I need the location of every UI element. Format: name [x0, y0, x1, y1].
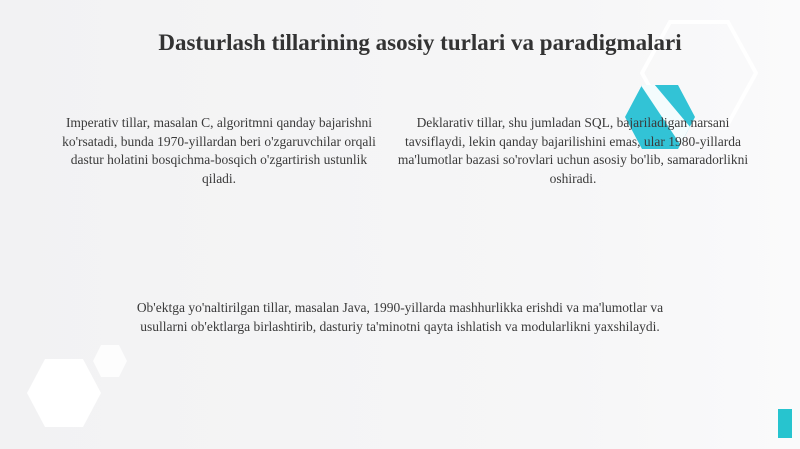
imperative-paragraph: Imperativ tillar, masalan C, algoritmni qanday bajarishni ko'rsatadi, bunda 1970-yillardan beri o'zgaruvchilar orqali dastur holatini bosqichma-bosqich o'zgartirish ustunlik qiladi.: [62, 115, 376, 186]
declarative-paragraph: Deklarativ tillar, shu jumladan SQL, bajariladigan narsani tavsiflaydi, lekin qanday bajarilishini emas, ular 1980-yillarda ma'lumotlar bazasi so'rovlari uchun asosiy bo'lib, samaradorlikni oshiradi.: [397, 115, 749, 186]
small-hexagon-decoration: [92, 344, 128, 378]
white-hexagon-decoration: [26, 358, 102, 428]
slide-title: Dasturlash tillarining asosiy turlari va paradigmalari: [158, 30, 682, 55]
object-oriented-paragraph: Ob'ektga yo'naltirilgan tillar, masalan Java, 1990-yillarda mashhurlikka erishdi va ma'lumotlar va usullarni ob'ektlarga birlashtirib, dasturiy ta'minotni qayta ishlatish va modularlikni yaxshilaydi.: [136, 300, 664, 334]
accent-bar: [778, 409, 792, 438]
